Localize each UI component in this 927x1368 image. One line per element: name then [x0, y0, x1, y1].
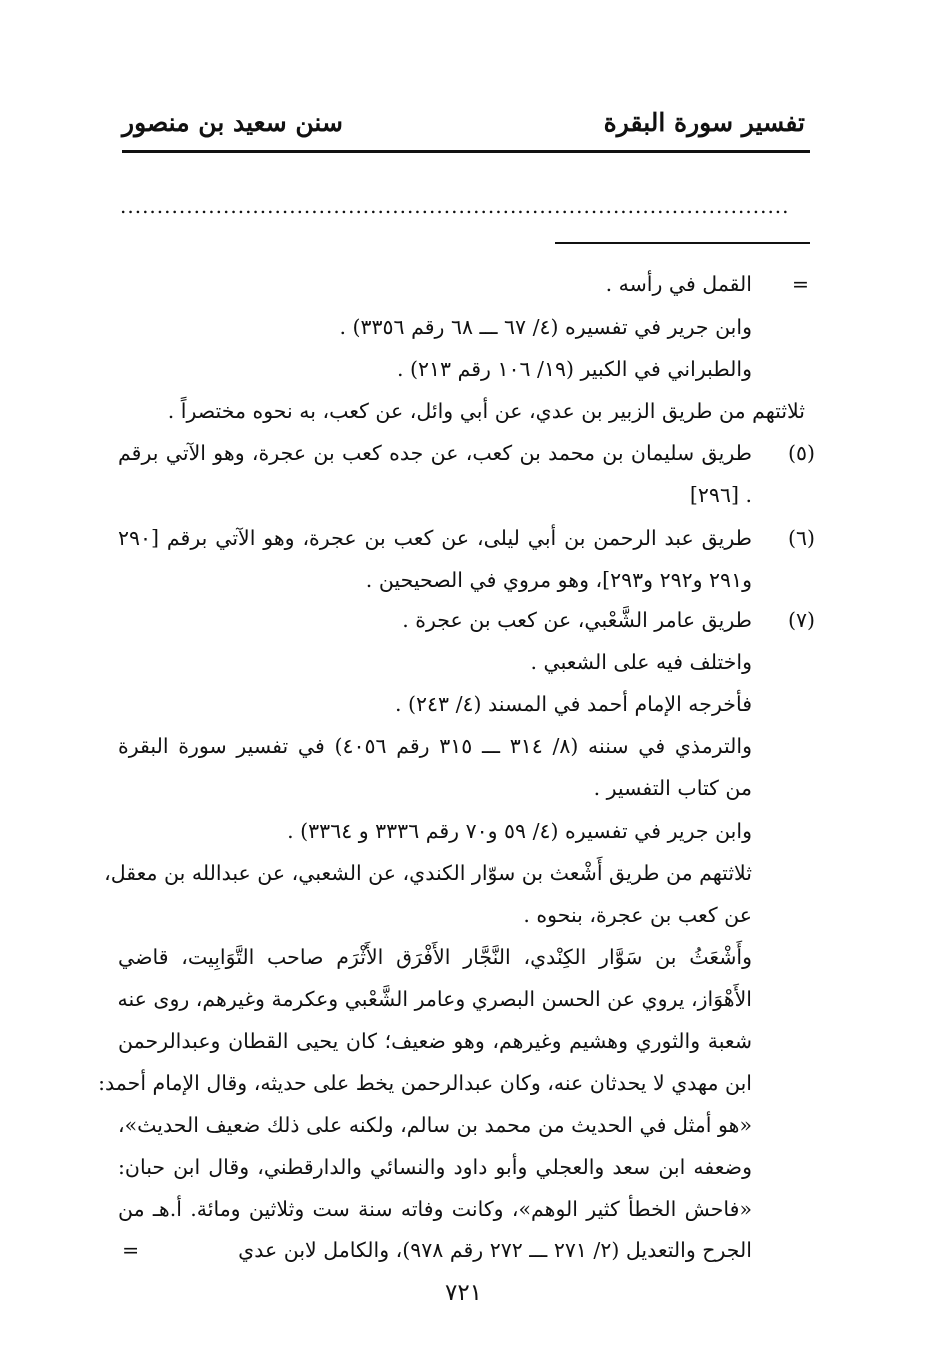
footnote-line: [٢٩٦] .: [689, 483, 752, 507]
footnote-line: فأخرجه الإمام أحمد في المسند (٤/ ٢٤٣) .: [394, 692, 752, 716]
running-title-right: تفسير سورة البقرة: [603, 108, 805, 137]
footnote-line: الجرح والتعديل (٢/ ٢٧١ ـــ ٢٧٢ رقم ٩٧٨)، والكامل لابن عدي: [238, 1238, 752, 1262]
footnote-line: والترمذي في سننه (٨/ ٣١٤ ـــ ٣١٥ رقم ٤٠٥٦) في تفسير سورة البقرة: [118, 734, 752, 758]
footnote-line: الأَهْوَاز، يروي عن الحسن البصري وعامر الشَّعْبي وعكرمة وغيرهم، روى عنه: [117, 987, 752, 1011]
ellipsis-separator: ...........................................................................................: [120, 194, 790, 218]
item-number-6: (٦): [787, 526, 815, 550]
footnote-line: واختلف فيه على الشعبي .: [530, 650, 752, 674]
footnote-line: ثلاثتهم من طريق الزبير بن عدي، عن أبي وائل، عن كعب، به نحوه مختصراً .: [167, 399, 805, 423]
footnote-rule: [555, 242, 810, 244]
footnote-line: و٢٩١ و٢٩٢ و٢٩٣]، وهو مروي في الصحيحين .: [365, 568, 752, 592]
footnote-line: طريق سليمان بن محمد بن كعب، عن جده كعب بن عجرة، وهو الآتي برقم: [118, 441, 752, 465]
footnote-line: «هو أمثل في الحديث من محمد بن سالم، ولكنه على ذلك ضعيف الحديث»،: [118, 1113, 752, 1137]
footnote-line: وابن جرير في تفسيره (٤/ ٥٩ و٧٠ رقم ٣٣٣٦ و ٣٣٦٤) .: [287, 819, 752, 843]
footnote-line: ثلاثتهم من طريق أَشْعث بن سوّار الكندي، عن الشعبي، عن عبدالله بن معقل،: [104, 861, 752, 885]
continuation-mark-top: =: [791, 272, 809, 296]
footnote-line: عن كعب بن عجرة، بنحوه .: [523, 903, 752, 927]
header-rule: [122, 150, 810, 153]
footnote-line: القمل في رأسه .: [605, 272, 752, 296]
footnote-line: وأَشْعَثُ بن سَوَّار الكِنْدي، النَّجَّار الأَفْرَق الأَثْرَم صاحب التَّوَابِيت، قاضي: [118, 945, 752, 969]
footnote-line: والطبراني في الكبير (١٩/ ١٠٦ رقم ٢١٣) .: [396, 357, 752, 381]
page-number: ٧٢١: [444, 1280, 483, 1306]
footnote-line: وضعفه ابن سعد والعجلي وأبو داود والنسائي والدارقطني، وقال ابن حبان:: [118, 1155, 752, 1179]
footnote-line: طريق عامر الشَّعْبي، عن كعب بن عجرة .: [402, 608, 752, 632]
footnote-line: شعبة والثوري وهشيم وغيرهم، وهو ضعيف؛ كان يحيى القطان وعبدالرحمن: [118, 1029, 752, 1053]
item-number-7: (٧): [787, 608, 815, 632]
footnote-line: طريق عبد الرحمن بن أبي ليلى، عن كعب بن عجرة، وهو الآتي برقم [٢٩٠: [118, 526, 752, 550]
footnote-line: وابن جرير في تفسيره (٤/ ٦٧ ـــ ٦٨ رقم ٣٣٥٦) .: [339, 315, 752, 339]
item-number-5: (٥): [787, 441, 815, 465]
continuation-mark-bottom: =: [122, 1238, 140, 1262]
running-title-left: سنن سعيد بن منصور: [122, 108, 343, 137]
footnote-line: ابن مهدي لا يحدثان عنه، وكان عبدالرحمن يخط على حديثه، وقال الإمام أحمد:: [98, 1071, 752, 1095]
footnote-line: «فاحش الخطأ كثير الوهم»، وكانت وفاته سنة ست وثلاثين ومائة. أ.هـ من: [118, 1197, 752, 1221]
footnote-line: من كتاب التفسير .: [593, 776, 752, 800]
